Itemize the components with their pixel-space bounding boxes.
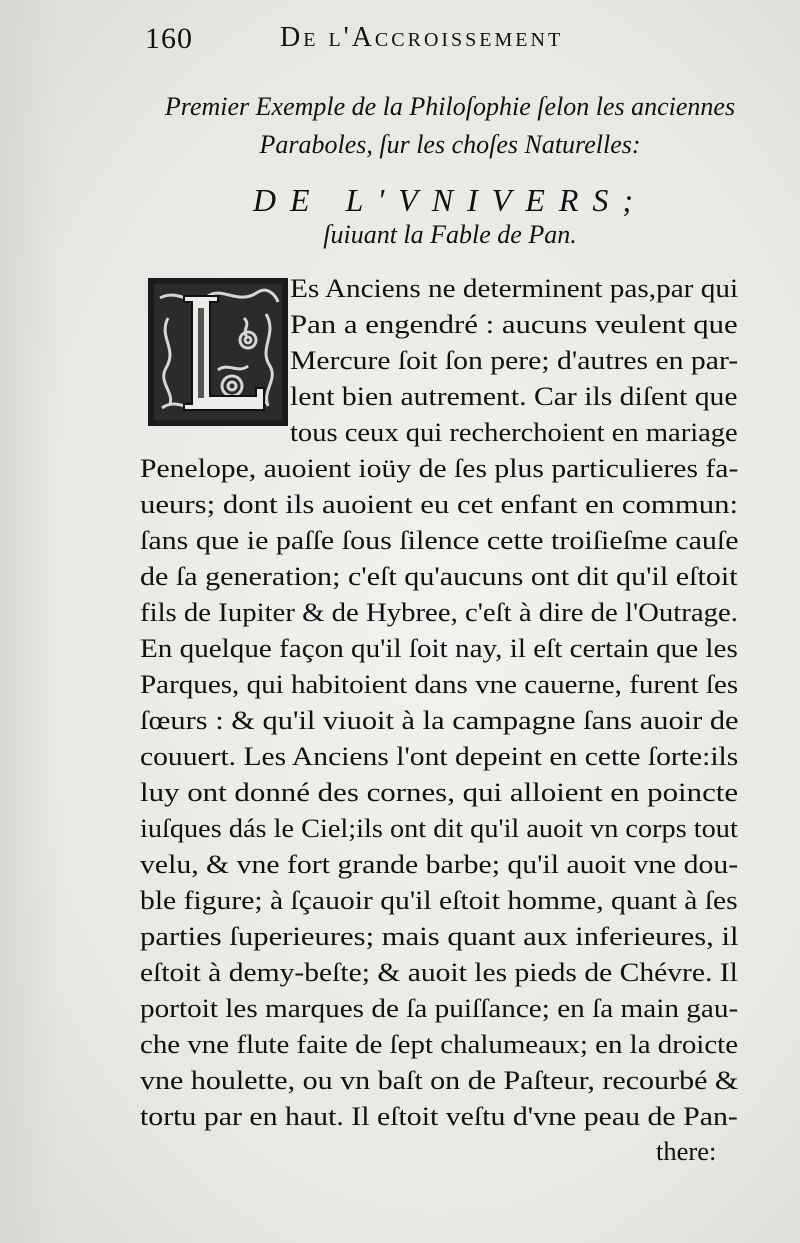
body-line: tous ceux qui recherchoient en mariage (290, 417, 738, 447)
body-line: ſœurs : & qu'il viuoit à la campagne ſans auoir de (140, 705, 739, 735)
body-line: fils de Iupiter & de Hybree, c'eſt à dire de l'Outrage. (140, 597, 738, 627)
body-line: Mercure ſoit ſon pere; d'autres en par- (290, 345, 739, 375)
body-line: portoit les marques de ſa puiſſance; en ſa main gau- (140, 993, 739, 1023)
body-line: luy ont donné des cornes, qui alloient en poincte (140, 777, 739, 807)
body-line: velu, & vne fort grande barbe; qu'il auoit vne dou- (140, 849, 739, 879)
body-line: ueurs; dont ils auoient eu cet enfant en commun: (140, 489, 739, 519)
body-line: En quelque façon qu'il ſoit nay, il eſt certain que les (140, 633, 738, 663)
body-line: lent bien autrement. Car ils diſent que (290, 381, 738, 411)
body-line: ſans que ie paſſe ſous ſilence cette troiſieſme cauſe (140, 525, 739, 555)
body-line: iuſques dás le Ciel;ils ont dit qu'il auoit vn corps tout (140, 813, 738, 843)
body-line: Es Anciens ne determinent pas,par qui (290, 273, 739, 303)
page-number: 160 (145, 22, 193, 55)
body-line: de ſa generation; c'eſt qu'aucuns ont dit qu'il eſtoit (140, 561, 738, 591)
body-line: Pan a engendré : aucuns veulent que (290, 309, 738, 339)
body-line: che vne flute faite de ſept chalumeaux; en la droicte (140, 1029, 739, 1059)
chapter-subheading: ſuiuant la Fable de Pan. (323, 220, 577, 249)
body-line: Parques, qui habitoient dans vne cauerne, furent ſes (140, 669, 739, 699)
running-head (140, 18, 740, 58)
decorated-initial-L-icon (148, 278, 288, 426)
body-line: ble figure; à ſçauoir qu'il eſtoit homme, quant à ſes (140, 885, 738, 915)
body-line: Penelope, auoient ioüy de ſes plus particulieres fa- (140, 453, 739, 483)
body-line: couuert. Les Anciens l'ont depeint en cette ſorte:ils (140, 741, 739, 771)
section-title (160, 88, 740, 164)
section-title-line-2: Paraboles, ſur les choſes Naturelles: (259, 130, 641, 159)
body-line: vne houlette, ou vn baſt on de Paſteur, recourbé & (140, 1065, 739, 1095)
chapter-heading: DE L'VNIVERS; (252, 182, 648, 218)
running-title: De l'Accroissement (280, 22, 564, 53)
body-line: parties ſuperieures; mais quant aux inferieures, il (140, 921, 739, 951)
gutter-shadow (0, 0, 60, 1243)
catchword: there: (656, 1136, 717, 1166)
section-title-line-1: Premier Exemple de la Philoſophie ſelon les anciennes (164, 92, 736, 121)
body-line: tortu par en haut. Il eſtoit veſtu d'vne peau de Pan- (140, 1101, 738, 1131)
body-line: eſtoit à demy-beſte; & auoit les pieds de Chévre. Il (140, 957, 738, 987)
